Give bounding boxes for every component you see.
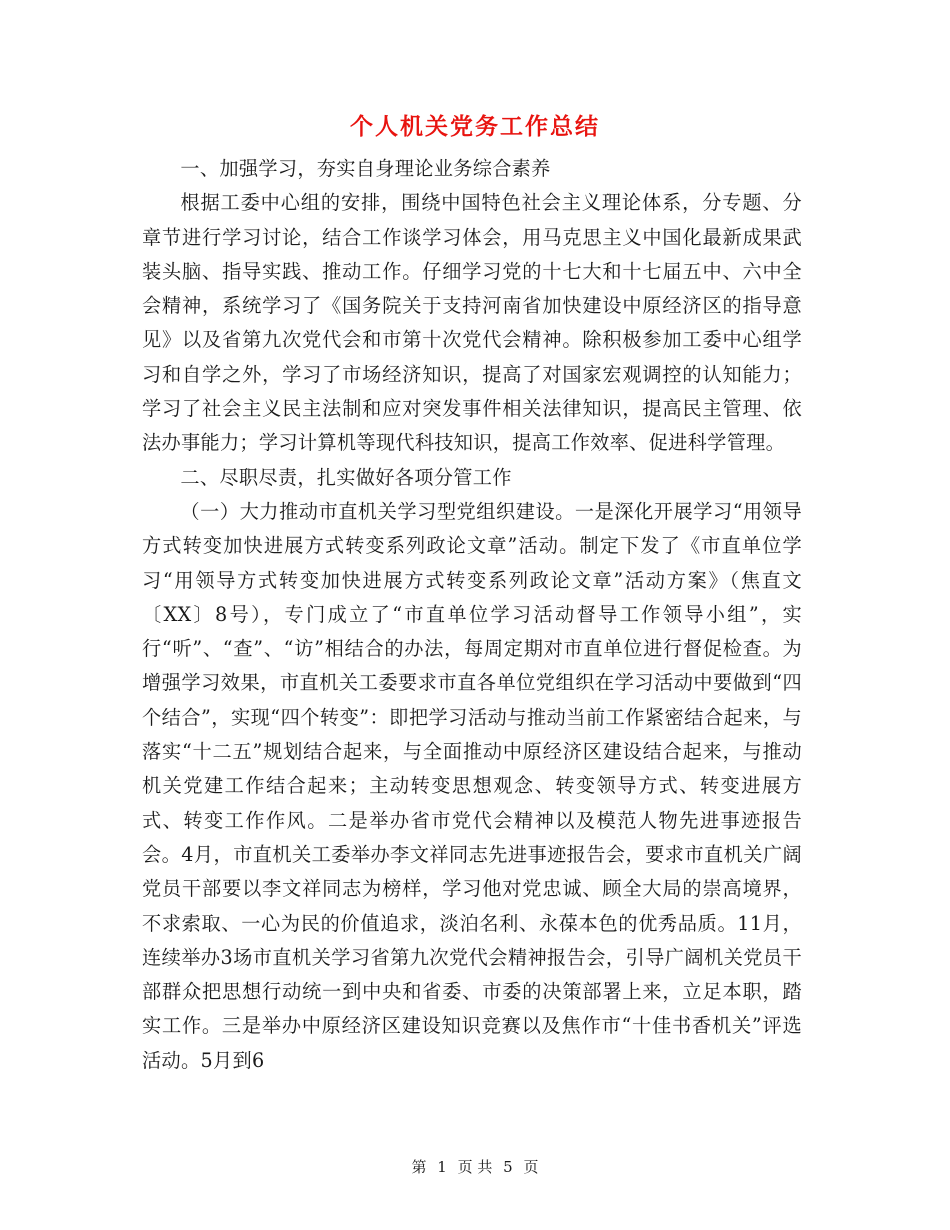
paragraph-party-building: （一）大力推动市直机关学习型党组织建设。一是深化开展学习“用领导方式转变加快进展方式转变系列政论文章”活动。制定下发了《市直单位学习“用领导方式转变加快进展方式转变系列政论文章”活动方案》（焦直文〔XX〕8号），专门成立了“市直单位学习活动督导工作领导小组”，实行“听”、“查”、“访”相结合的办法，每周定期对市直单位进行督促检查。为增强学习效果，市直机关工委要求市直各单位党组织在学习活动中要做到“四个结合”，实现“四个转变”：即把学习活动与推动当前工作紧密结合起来，与落实“十二五”规划结合起来，与全面推动中原经济区建设结合起来，与推动机关党建工作结合起来；主动转变思想观念、转变领导方式、转变进展方式、转变工作作风。二是举办省市党代会精神以及模范人物先进事迹报告会。4月，市直机关工委举办李文祥同志先进事迹报告会，要求市直机关广阔党员干部要以李文祥同志为榜样，学习他对党忠诚、顾全大局的崇高境界，不求索取、一心为民的价值追求，淡泊名利、永葆本色的优秀品质。11月，连续举办3场市直机关学习省第九次党代会精神报告会，引导广阔机关党员干部群众把思想行动统一到中央和省委、市委的决策部署上来，立足本职，踏实工作。三是举办中原经济区建设知识竞赛以及焦作市“十佳书香机关”评选活动。5月到6: [142, 499, 802, 1072]
footer-prefix: 第: [411, 1158, 427, 1176]
footer-current-page: 1: [437, 1158, 447, 1176]
footer-middle: 页 共: [457, 1158, 493, 1176]
footer-suffix: 页: [523, 1158, 539, 1176]
section-heading-1: 一、加强学习，夯实自身理论业务综合素养: [180, 157, 551, 180]
section-heading-2: 二、尽职尽责，扎实做好各项分管工作: [180, 465, 512, 489]
page-footer: [0, 1156, 950, 1177]
document-body: [142, 152, 802, 1078]
paragraph-study: 根据工委中心组的安排，围绕中国特色社会主义理论体系，分专题、分章节进行学习讨论，结合工作谈学习体会，用马克思主义中国化最新成果武装头脑、指导实践、推动工作。仔细学习党的十七大和十七届五中、六中全会精神，系统学习了《国务院关于支持河南省加快建设中原经济区的指导意见》以及省第九次党代会和市第十次党代会精神。除积极参加工委中心组学习和自学之外，学习了市场经济知识，提高了对国家宏观调控的认知能力；学习了社会主义民主法制和应对突发事件相关法律知识，提高民主管理、依法办事能力；学习计算机等现代科技知识，提高工作效率、促进科学管理。: [142, 191, 802, 455]
document-title: 个人机关党务工作总结: [350, 113, 600, 140]
footer-total-pages: 5: [503, 1158, 513, 1176]
